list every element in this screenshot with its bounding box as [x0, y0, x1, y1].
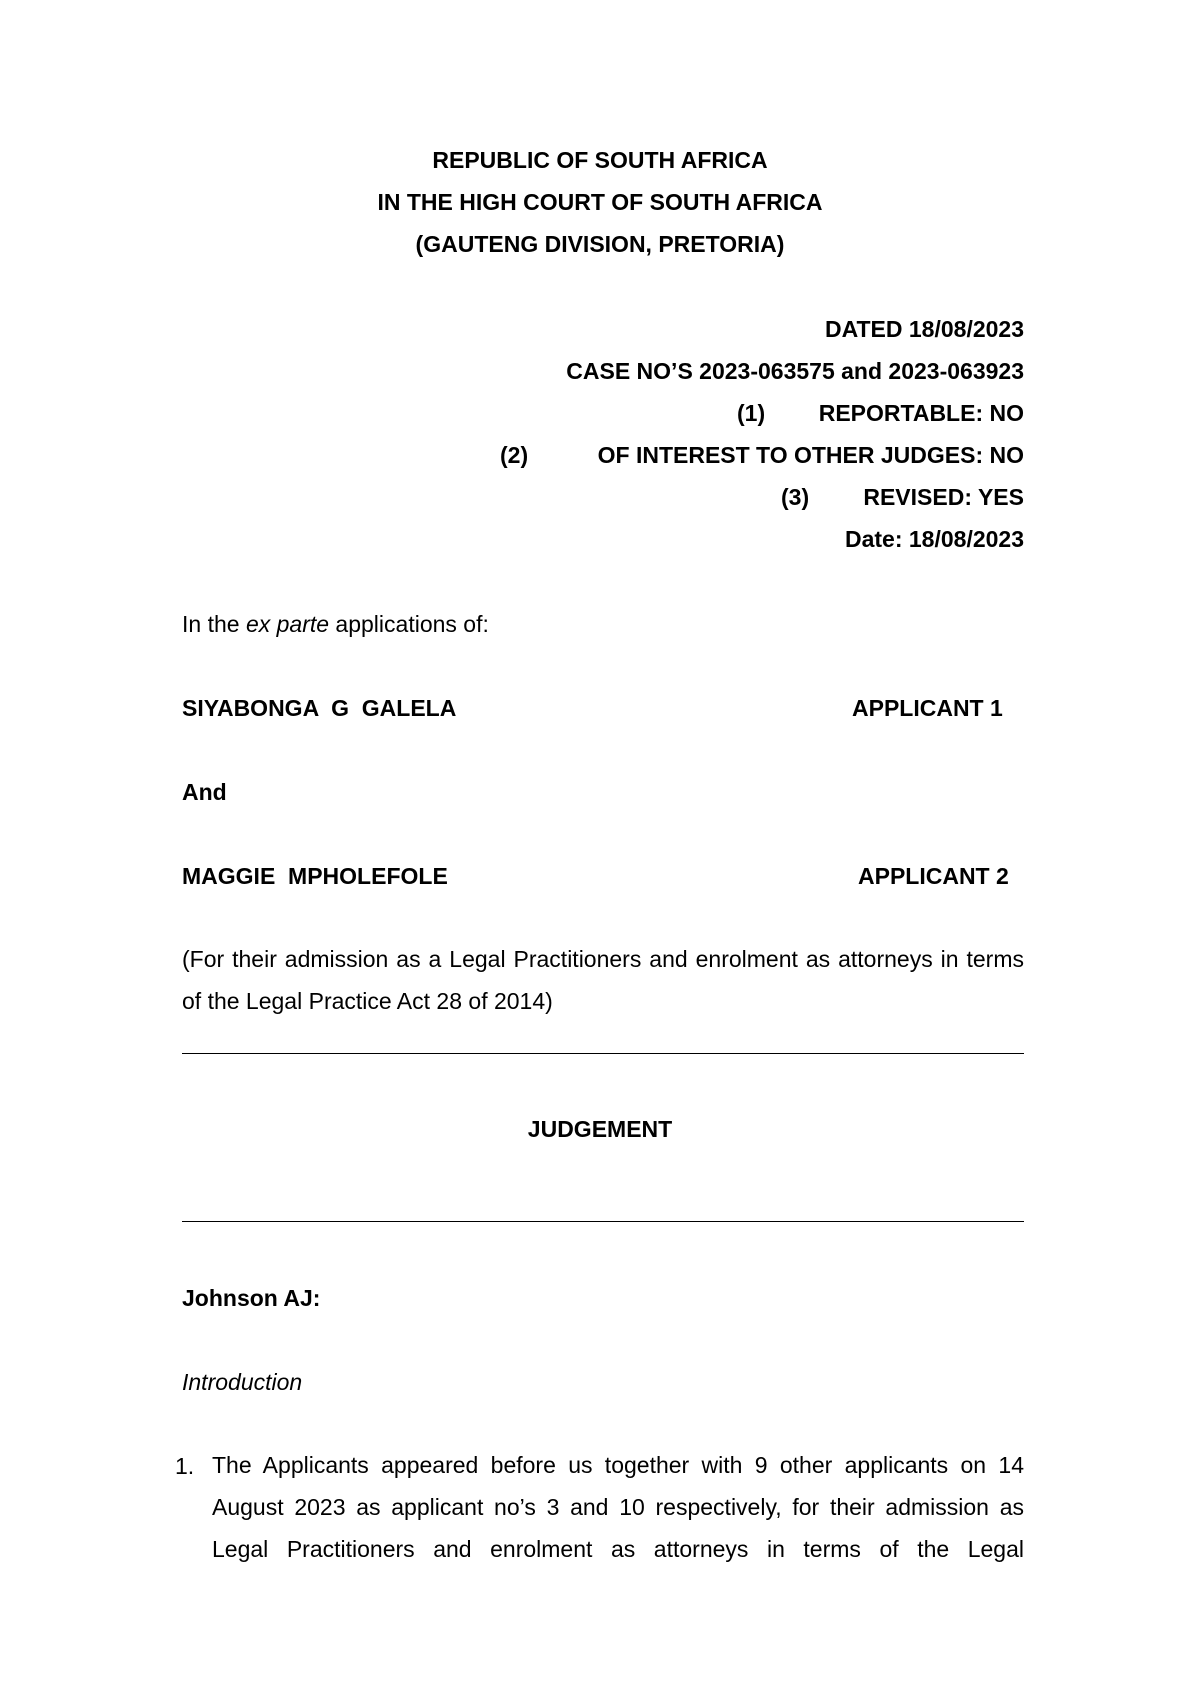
- paragraph-line-1: The Applicants appeared before us together with 9 other applicants on 14: [212, 1452, 1024, 1478]
- conjunction: And: [182, 779, 227, 805]
- meta-item-1-text: REPORTABLE: NO: [818, 400, 1024, 426]
- dated-line: DATED 18/08/2023: [824, 316, 1024, 342]
- meta-date: Date: 18/08/2023: [844, 526, 1024, 552]
- intro-suffix: applications of:: [329, 611, 489, 637]
- intro-italic: ex parte: [245, 611, 330, 637]
- meta-item-1-number: (1): [737, 400, 766, 426]
- header-country: REPUBLIC OF SOUTH AFRICA: [432, 147, 768, 173]
- meta-item-3-text: REVISED: YES: [863, 484, 1024, 510]
- divider-top: [182, 1053, 1024, 1054]
- section-heading: Introduction: [182, 1369, 303, 1395]
- divider-bottom: [182, 1221, 1024, 1222]
- meta-item-3-number: (3): [781, 484, 810, 510]
- paragraph-line-3: Legal Practitioners and enrolment as attorneys in terms of the Legal: [212, 1536, 1024, 1562]
- meta-item-2-number: (2): [500, 442, 529, 468]
- applicant-2-name: MAGGIE MPHOLEFOLE: [182, 863, 448, 889]
- applicant-1-role: APPLICANT 1: [852, 695, 1003, 721]
- purpose-paragraph: (For their admission as a Legal Practitioners and enrolment as attorneys in terms of the Legal Practice Act 28 of 2014): [182, 946, 1024, 1014]
- paragraph-number: 1.: [175, 1453, 195, 1479]
- meta-item-2-text: OF INTEREST TO OTHER JUDGES: NO: [597, 442, 1024, 468]
- applicant-2-role: APPLICANT 2: [858, 863, 1009, 889]
- header-court: IN THE HIGH COURT OF SOUTH AFRICA: [377, 189, 823, 215]
- judgement-title: JUDGEMENT: [527, 1116, 673, 1142]
- intro-line: [182, 611, 489, 638]
- paragraph-body: [212, 1444, 1024, 1570]
- intro-prefix: In the: [182, 611, 246, 637]
- case-numbers: CASE NO’S 2023-063575 and 2023-063923: [566, 358, 1024, 384]
- paragraph-line-2: August 2023 as applicant no’s 3 and 10 respectively, for their admission as: [212, 1494, 1024, 1520]
- judge-name: Johnson AJ:: [182, 1285, 321, 1311]
- header-division: (GAUTENG DIVISION, PRETORIA): [415, 231, 785, 257]
- applicant-1-name: SIYABONGA G GALELA: [182, 695, 457, 721]
